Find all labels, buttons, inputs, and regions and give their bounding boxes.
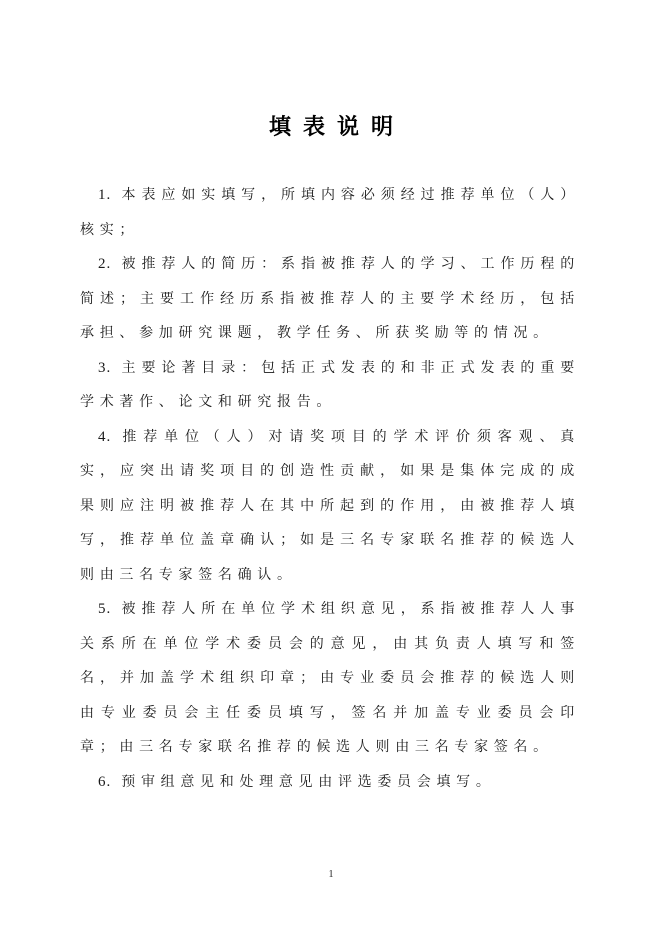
instruction-item-6 xyxy=(80,765,580,800)
item-number: 1. xyxy=(98,187,112,203)
instruction-item-2 xyxy=(80,247,580,351)
item-text: 预审组意见和处理意见由评选委员会填写。 xyxy=(121,773,496,790)
instruction-item-5 xyxy=(80,592,580,765)
item-number: 4. xyxy=(98,428,112,445)
item-text: 被推荐人所在单位学术组织意见，系指被推荐人人事关系所在单位学术委员会的意见，由其负责人填写和签名，并加盖学术组织印章；由专业委员会推荐的候选人则由专业委员会主任委员填写，签名并加盖专业委员会印章；由三名专家联名推荐的候选人则由三名专家签名。 xyxy=(80,601,580,755)
item-text: 推荐单位（人）对请奖项目的学术评价须客观、真实，应突出请奖项目的创造性贡献，如果是集体完成的成果则应注明被推荐人在其中所起到的作用，由被推荐人填写，推荐单位盖章确认；如是三名专家联名推荐的候选人则由三名专家签名确认。 xyxy=(80,428,580,583)
instruction-item-4 xyxy=(80,420,580,593)
item-text: 被推荐人的简历：系指被推荐人的学习、工作历程的简述；主要工作经历系指被推荐人的主要学术经历，包括承担、参加研究课题，教学任务、所获奖励等的情况。 xyxy=(80,256,580,341)
instruction-item-1 xyxy=(80,178,580,247)
instructions-body xyxy=(80,178,580,799)
item-number: 6. xyxy=(98,773,112,790)
page-title: 填表说明 xyxy=(268,115,405,140)
page-number: 1 xyxy=(328,869,334,880)
instruction-item-3 xyxy=(80,351,580,420)
item-text: 主要论著目录：包括正式发表的和非正式发表的重要学术著作、论文和研究报告。 xyxy=(80,359,580,410)
item-number: 3. xyxy=(98,359,112,376)
item-number: 2. xyxy=(98,256,112,272)
item-text: 本表应如实填写，所填内容必须经过推荐单位（人）核实； xyxy=(80,187,580,238)
item-number: 5. xyxy=(98,601,112,617)
